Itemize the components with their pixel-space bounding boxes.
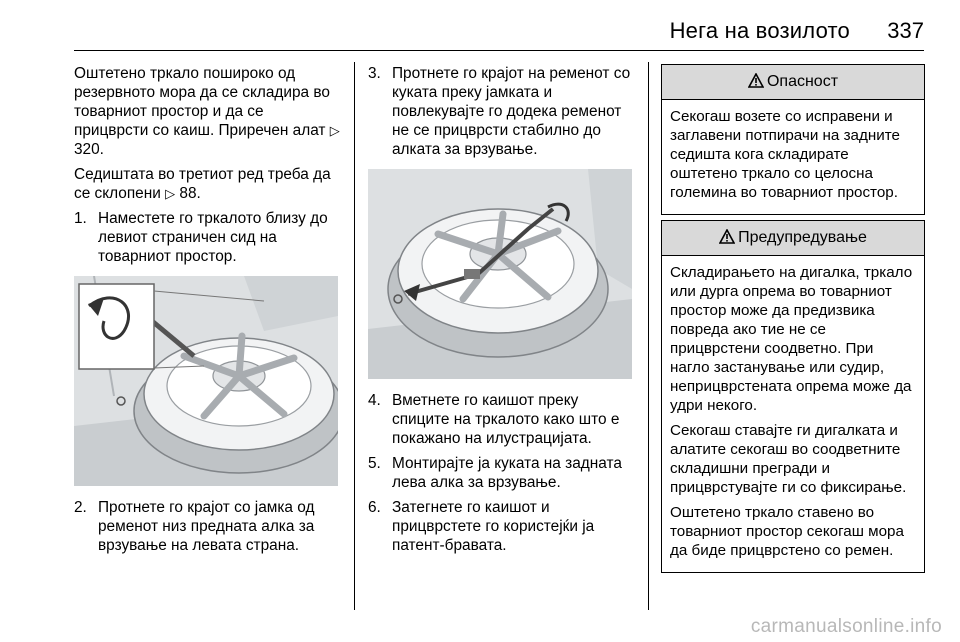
danger-notice-header — [662, 65, 924, 100]
warning-triangle-icon — [719, 229, 735, 244]
column-2 — [368, 64, 636, 561]
step-4: 4. Вметнете го каишот преку спиците на тркалото како што е покажано на илустрацијата. — [368, 392, 620, 447]
header-title: Нега на возилото — [669, 18, 850, 43]
warning-notice — [661, 220, 925, 573]
column-divider-1 — [354, 62, 355, 610]
danger-notice-body: Секогаш возете со исправени и заглавени потпирачи на задните седишта кога складирате оштетено тркало со целосна големина во товарниот простор. — [670, 108, 900, 201]
step-5: 5. Монтирајте ја куката на задната лева алка за врзување. — [368, 455, 622, 491]
step-6: 6. Затегнете го каишот и прицврстете го користејќи ја патент-бравата. — [368, 499, 595, 554]
column-divider-2 — [648, 62, 649, 610]
warning-triangle-icon — [748, 73, 764, 88]
reference-arrow-icon: ▷ — [165, 186, 176, 201]
paragraph-third-row: Седиштата во третиот ред треба да се склопени ▷ 88. — [74, 166, 331, 202]
step-2: 2. Протнете го крајот со јамка од ременот низ предната алка за врзување на левата страна. — [74, 499, 315, 554]
danger-notice — [661, 64, 925, 215]
reference-arrow-icon: ▷ — [329, 123, 340, 138]
step-1: 1. Наместете го тркалото близу до левиот страничен сид на товарниот простор. — [74, 210, 328, 265]
danger-notice-title: Опасност — [766, 73, 839, 90]
page-number: 337 — [887, 18, 924, 43]
illustration-wheel-strap-loop — [74, 276, 338, 486]
header-rule — [74, 50, 924, 51]
watermark: carmanualsonline.info — [750, 616, 942, 637]
paragraph-damaged-wheel: Оштетено тркало пошироко од резервното мора да се складира во товарниот простор и да се прицврсти со каиш. Приречен алат ▷ 320. — [74, 65, 340, 158]
column-1 — [74, 64, 342, 561]
warning-notice-title: Предупредување — [738, 229, 867, 246]
warning-notice-body: Складирањето на дигалка, тркало или дурга опрема во товарниот простор може да предизвика повреда ако тие не се прицврстени соодветно. При нагло застанување или судир, неприцврстената опрема може да удри некого. Секогаш ставајте ги дигалката и алатите секогаш во соодветните складишни прегради и прицврстувајте ги со фиксирање. Оштетено тркало ставено во товарниот простор секогаш мора да биде прицврстено со ремен. — [670, 264, 913, 559]
illustration-wheel-strap-spokes — [368, 169, 632, 379]
warning-notice-header — [662, 221, 924, 256]
step-3: 3. Протнете го крајот на ременот со куката преку јамката и повлекувајте го додека ременот не се прицврсти стабилно до алката за врзување. — [368, 65, 631, 158]
